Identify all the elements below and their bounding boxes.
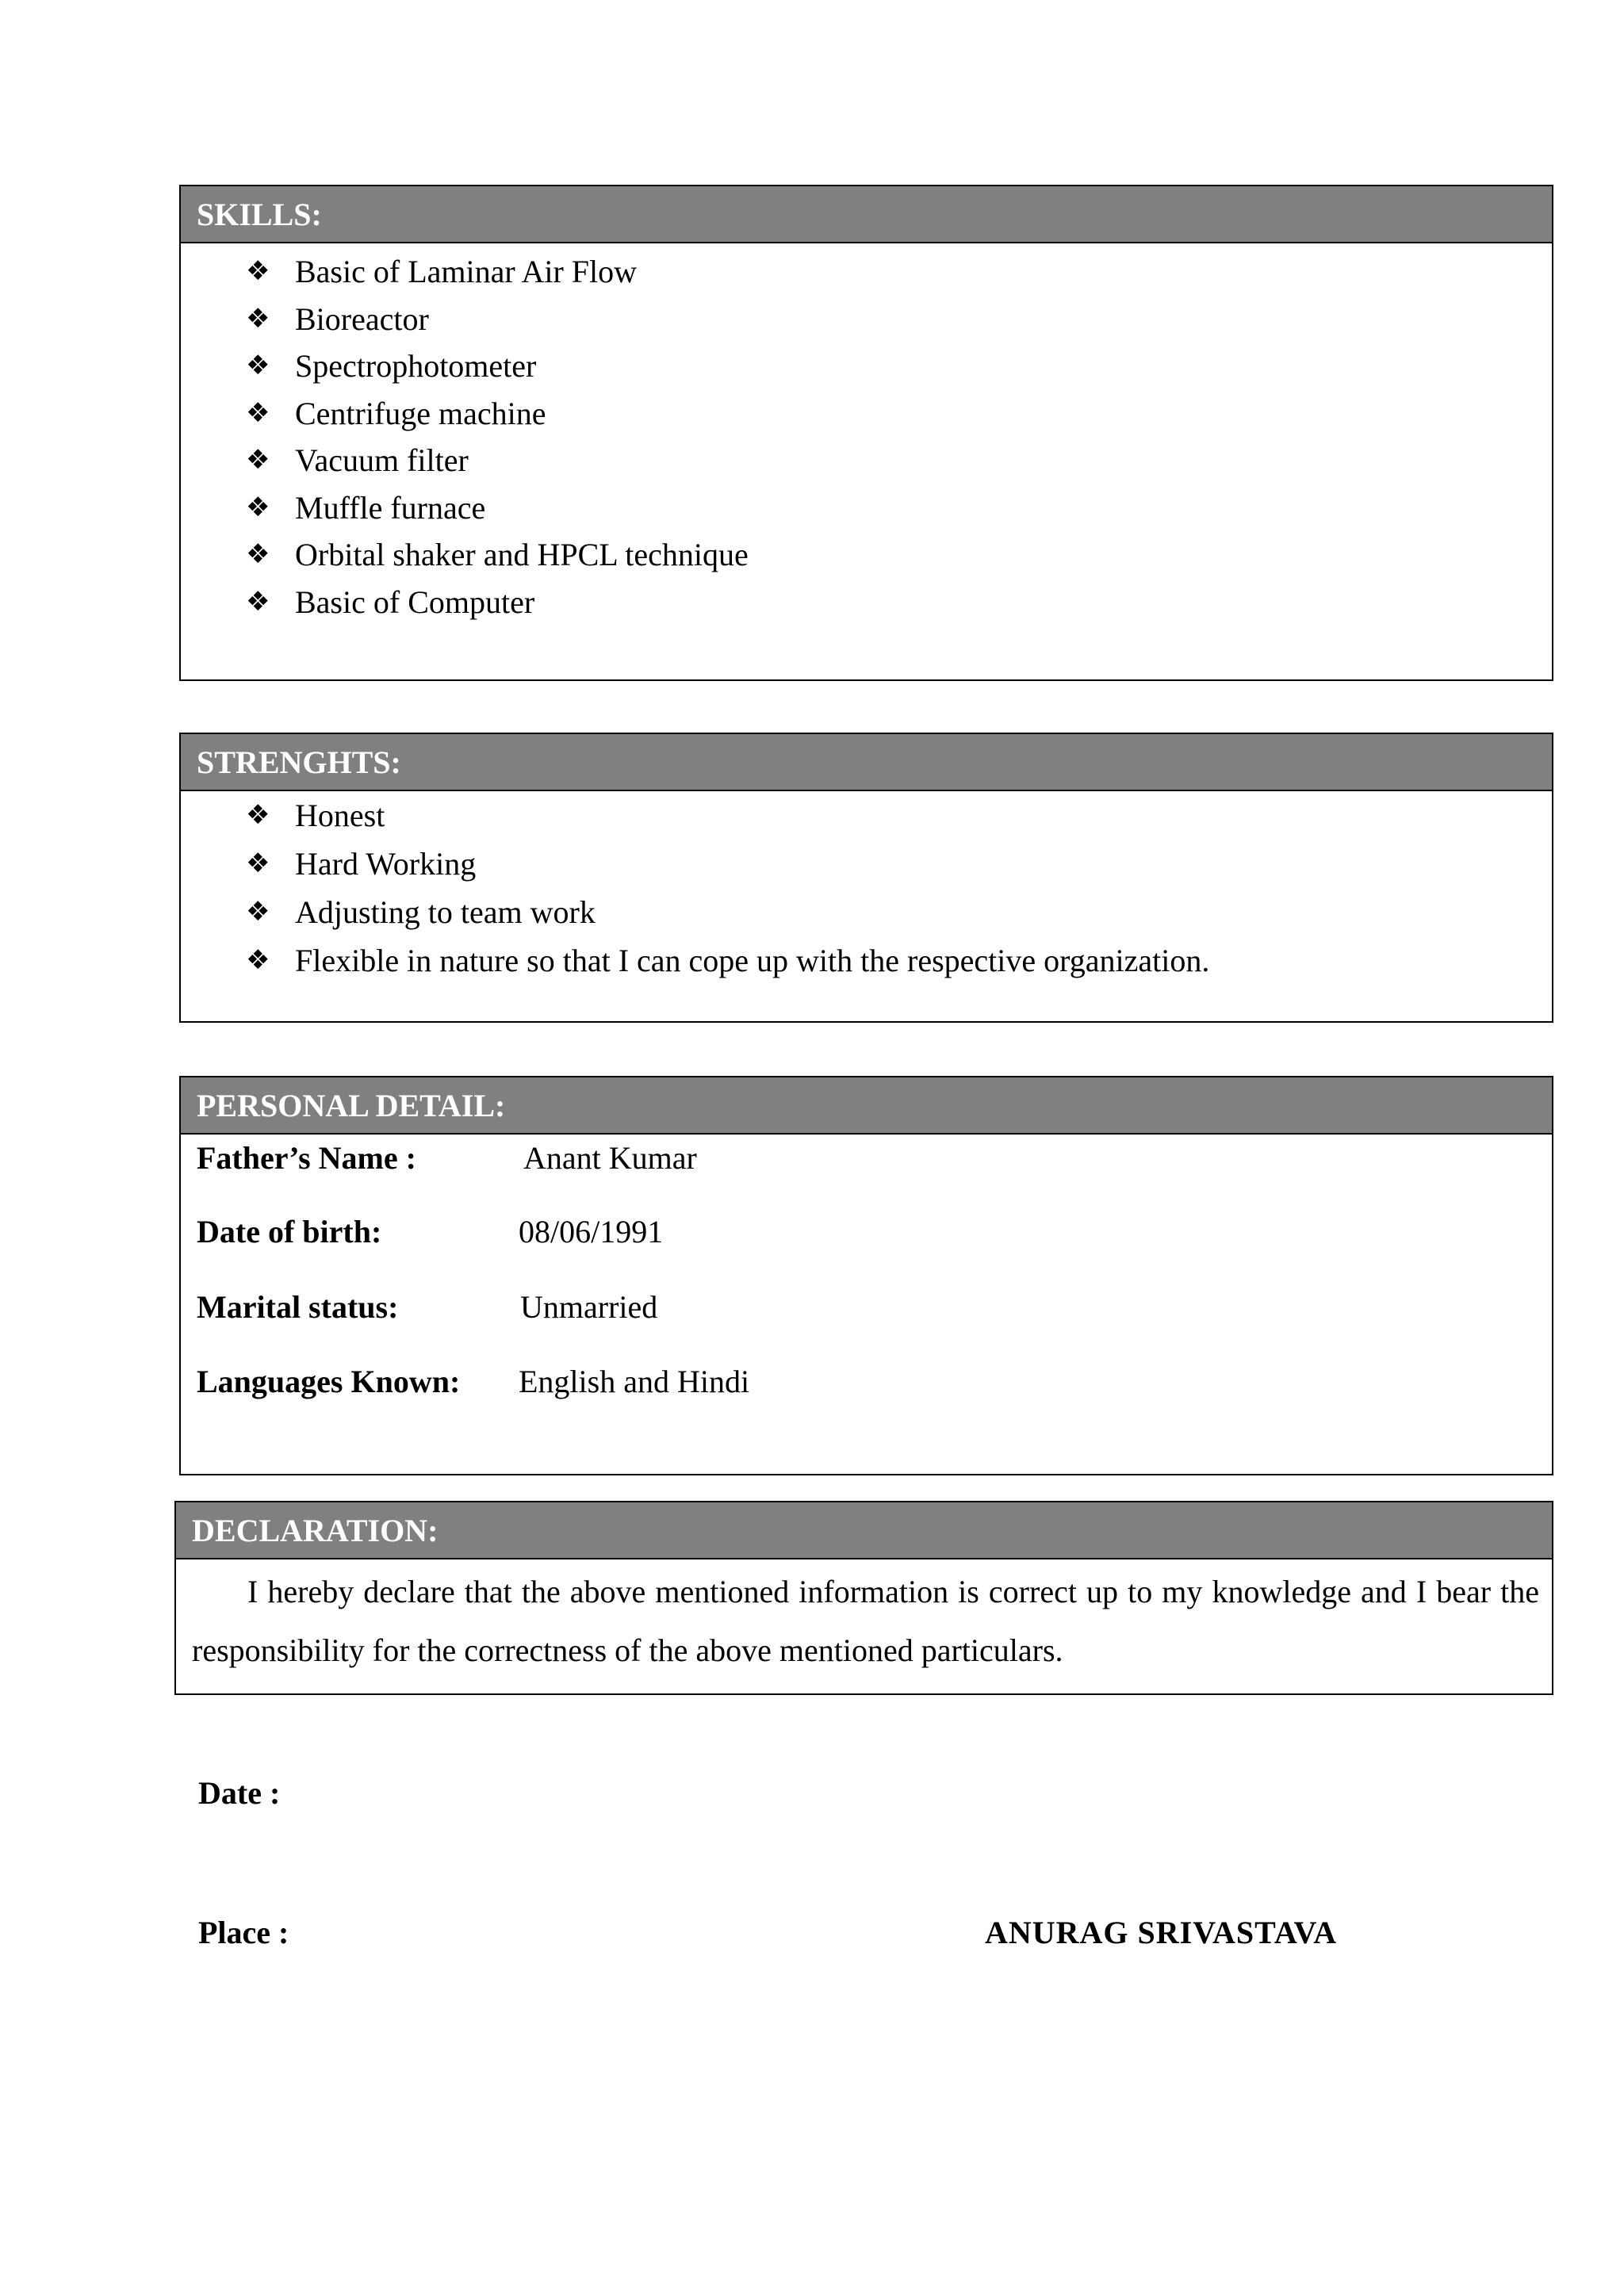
fathers-name-label: Father’s Name : — [197, 1140, 416, 1176]
list-item: ❖ Spectrophotometer — [246, 342, 749, 390]
diamond-bullet-icon: ❖ — [246, 302, 270, 335]
strengths-header: STRENGHTS: — [181, 734, 1552, 791]
diamond-bullet-icon: ❖ — [246, 255, 270, 287]
list-item: ❖ Vacuum filter — [246, 437, 749, 484]
marital-status-label: Marital status: — [197, 1289, 399, 1325]
list-item: ❖ Centrifuge machine — [246, 390, 749, 438]
diamond-bullet-icon: ❖ — [246, 799, 270, 831]
list-item: ❖ Orbital shaker and HPCL technique — [246, 531, 749, 579]
dob-value: 08/06/1991 — [519, 1214, 664, 1249]
languages-label: Languages Known: — [197, 1364, 461, 1399]
fathers-name-value: Anant Kumar — [523, 1140, 697, 1176]
personal-detail-header: PERSONAL DETAIL: — [181, 1077, 1552, 1135]
date-label: Date : — [198, 1775, 281, 1811]
diamond-bullet-icon: ❖ — [246, 444, 270, 476]
list-item: ❖ Basic of Laminar Air Flow — [246, 248, 749, 296]
strengths-section — [179, 733, 1553, 1023]
diamond-bullet-icon: ❖ — [246, 491, 270, 523]
languages-row — [197, 1358, 750, 1406]
list-item: ❖ Hard Working — [246, 840, 1209, 888]
diamond-bullet-icon: ❖ — [246, 944, 270, 976]
list-item: ❖ Basic of Computer — [246, 579, 749, 626]
signature-name: ANURAG SRIVASTAVA — [985, 1915, 1338, 1950]
fathers-name-row — [197, 1135, 697, 1182]
diamond-bullet-icon: ❖ — [246, 896, 270, 928]
marital-status-row — [197, 1284, 658, 1331]
diamond-bullet-icon: ❖ — [246, 585, 270, 618]
diamond-bullet-icon: ❖ — [246, 350, 270, 381]
skills-list — [246, 248, 749, 626]
diamond-bullet-icon: ❖ — [246, 848, 270, 879]
list-item: ❖ Muffle furnace — [246, 484, 749, 532]
dob-row — [197, 1208, 664, 1256]
skills-section — [179, 185, 1553, 681]
list-item: ❖ Adjusting to team work — [246, 888, 1209, 936]
dob-label: Date of birth: — [197, 1214, 382, 1249]
place-label: Place : — [198, 1915, 289, 1950]
skills-header: SKILLS: — [181, 186, 1552, 243]
declaration-text: I hereby declare that the above mentioned information is correct up to my knowledge and I bear the responsibility for the correctness of the above mentioned particulars. — [192, 1574, 1539, 1668]
languages-value: English and Hindi — [519, 1364, 750, 1399]
marital-status-value: Unmarried — [520, 1289, 658, 1325]
personal-detail-section — [179, 1076, 1553, 1475]
strengths-list — [246, 791, 1209, 985]
list-item: ❖ Honest — [246, 791, 1209, 840]
declaration-section — [174, 1501, 1553, 1695]
diamond-bullet-icon: ❖ — [246, 538, 270, 570]
list-item: ❖ Flexible in nature so that I can cope up with the respective organization. — [246, 936, 1209, 985]
diamond-bullet-icon: ❖ — [246, 396, 270, 429]
list-item: ❖ Bioreactor — [246, 296, 749, 343]
declaration-header: DECLARATION: — [176, 1502, 1552, 1559]
